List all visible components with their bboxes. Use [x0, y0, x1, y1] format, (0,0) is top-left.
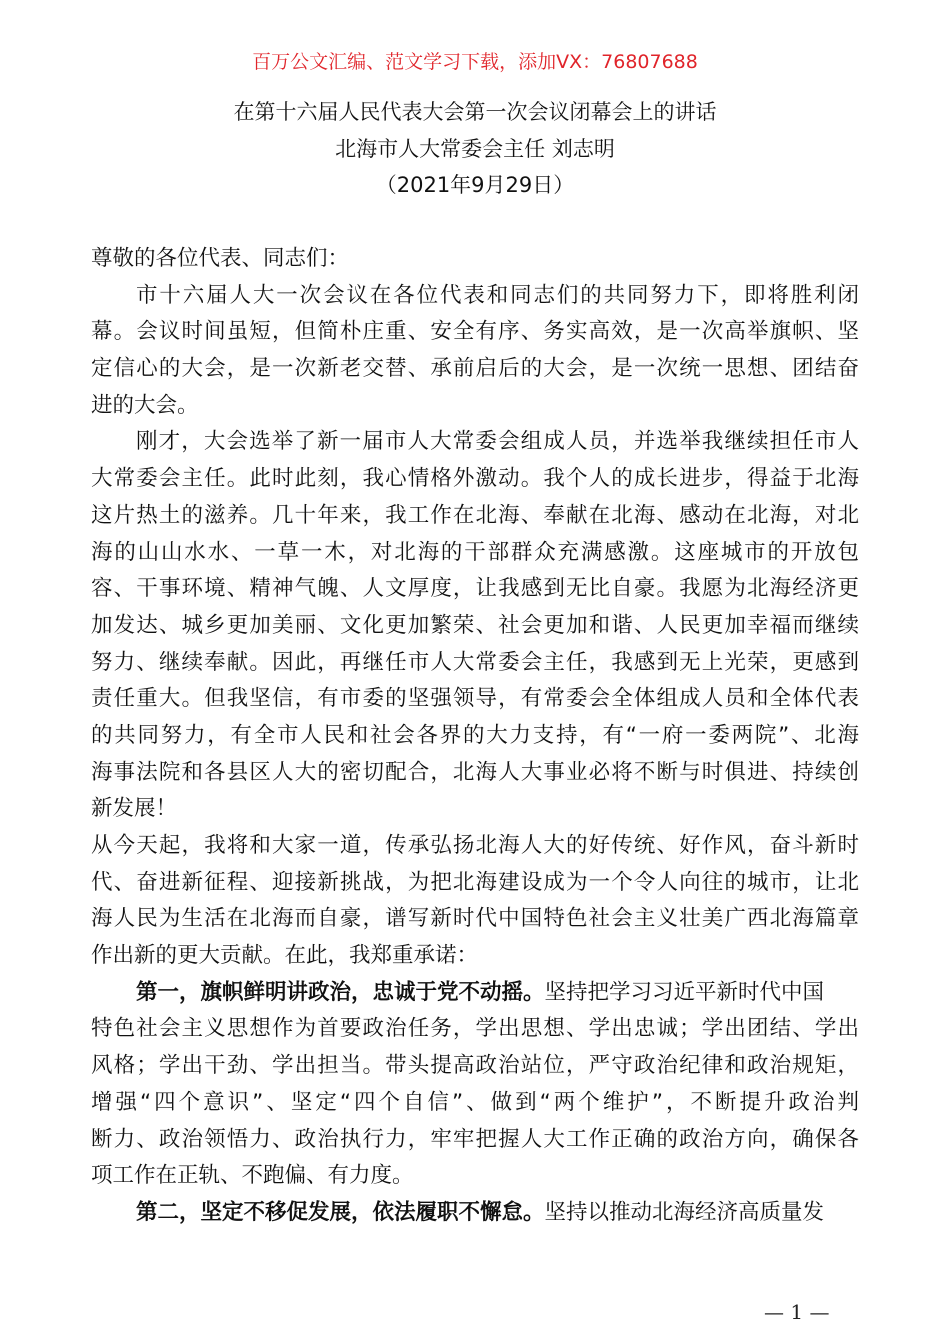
watermark-banner: 百万公文汇编、范文学习下载，添加VX：76807688	[252, 51, 698, 73]
text-line	[91, 1198, 859, 1235]
line-text: 努力、继续奉献。因此，再继任市人大常委会主任，我感到无上光荣，更感到	[91, 649, 859, 675]
text-line	[91, 684, 859, 721]
line-text: 从今天起，我将和大家一道，传承弘扬北海人大的好传统、好作风，奋斗新时	[91, 833, 859, 858]
paragraph	[91, 978, 859, 1198]
text-line	[91, 794, 859, 831]
line-text: 海人民为生活在北海而自豪，谱写新时代中国特色社会主义壮美广西北海篇章	[91, 906, 859, 932]
text-line	[91, 648, 859, 685]
bold-heading: 第二，坚定不移促发展，依法履职不懈怠。	[136, 1199, 545, 1225]
text-line	[91, 317, 859, 354]
text-line	[91, 391, 859, 428]
page-number: — 1 —	[764, 1300, 830, 1324]
text-line	[91, 354, 859, 391]
paragraph	[91, 1198, 859, 1235]
text-line	[91, 574, 859, 611]
text-line	[91, 244, 859, 281]
document-title: 在第十六届人民代表大会第一次会议闭幕会上的讲话	[233, 100, 717, 124]
line-text: 责任重大。但我坚信，有市委的坚强领导，有常委会全体组成人员和全体代表	[91, 686, 859, 712]
document-body	[91, 244, 859, 1235]
line-text: 幕。会议时间虽短，但简朴庄重、安全有序、务实高效，是一次高举旗帜、坚	[91, 319, 859, 345]
paragraph	[91, 281, 859, 428]
text-line	[91, 758, 859, 795]
text-line	[91, 611, 859, 648]
text-line	[91, 831, 859, 868]
text-line	[91, 868, 859, 905]
line-text: 断力、政治领悟力、政治执行力，牢牢把握人大工作正确的政治方向，确保各	[91, 1126, 859, 1152]
document-author: 北海市人大常委会主任 刘志明	[335, 137, 615, 161]
line-text: 坚持把学习习近平新时代中国	[544, 979, 825, 1005]
line-text: 尊敬的各位代表、同志们：	[91, 246, 350, 271]
line-text: 作出新的更大贡献。在此，我郑重承诺：	[91, 943, 479, 969]
line-text: 市十六届人大一次会议在各位代表和同志们的共同努力下，即将胜利闭	[136, 282, 859, 308]
paragraph	[91, 427, 859, 831]
line-text: 代、奋进新征程、迎接新挑战，为把北海建设成为一个令人向往的城市，让北	[91, 869, 859, 895]
text-line	[91, 1088, 859, 1125]
line-text: 的共同努力，有全市人民和社会各界的大力支持，有“一府一委两院”、北海	[91, 722, 859, 748]
paragraph	[91, 244, 859, 281]
text-line	[91, 941, 859, 978]
text-line	[91, 538, 859, 575]
line-text: 海的山山水水、一草一木，对北海的干部群众充满感激。这座城市的开放包	[91, 539, 859, 565]
text-line	[91, 501, 859, 538]
text-line	[91, 1125, 859, 1162]
line-text: 这片热土的滋养。几十年来，我工作在北海、奉献在北海、感动在北海，对北	[91, 502, 859, 528]
line-text: 刚才，大会选举了新一届市人大常委会组成人员，并选举我继续担任市人	[136, 429, 859, 455]
line-text: 加发达、城乡更加美丽、文化更加繁荣、社会更加和谐、人民更加幸福而继续	[91, 612, 859, 638]
line-text: 坚持以推动北海经济高质量发	[544, 1199, 825, 1225]
text-line	[91, 904, 859, 941]
bold-heading: 第一，旗帜鲜明讲政治，忠诚于党不动摇。	[136, 979, 545, 1005]
line-text: 项工作在正轨、不跑偏、有力度。	[91, 1163, 414, 1189]
text-line	[91, 1161, 859, 1198]
line-text: 海事法院和各县区人大的密切配合，北海人大事业必将不断与时俱进、持续创	[91, 759, 859, 785]
text-line	[91, 281, 859, 318]
line-text: 进的大会。	[91, 392, 199, 418]
text-line	[91, 1014, 859, 1051]
text-line	[91, 721, 859, 758]
text-line	[91, 464, 859, 501]
line-text: 定信心的大会，是一次新老交替、承前启后的大会，是一次统一思想、团结奋	[91, 356, 859, 382]
line-text: 容、干事环境、精神气魄、人文厚度，让我感到无比自豪。我愿为北海经济更	[91, 576, 859, 602]
line-text: 增强“四个意识”、坚定“四个自信”、做到“两个维护”，不断提升政治判	[91, 1089, 859, 1115]
line-text: 大常委会主任。此时此刻，我心情格外激动。我个人的成长进步，得益于北海	[91, 466, 859, 492]
line-text: 新发展！	[91, 796, 178, 822]
paragraph	[91, 831, 859, 978]
document-date: （2021年9月29日）	[375, 173, 575, 197]
line-text: 特色社会主义思想作为首要政治任务，学出思想、学出忠诚；学出团结、学出	[91, 1016, 859, 1042]
text-line	[91, 1051, 859, 1088]
text-line	[91, 427, 859, 464]
text-line	[91, 978, 859, 1015]
line-text: 风格；学出干劲、学出担当。带头提高政治站位，严守政治纪律和政治规矩，	[91, 1053, 859, 1079]
